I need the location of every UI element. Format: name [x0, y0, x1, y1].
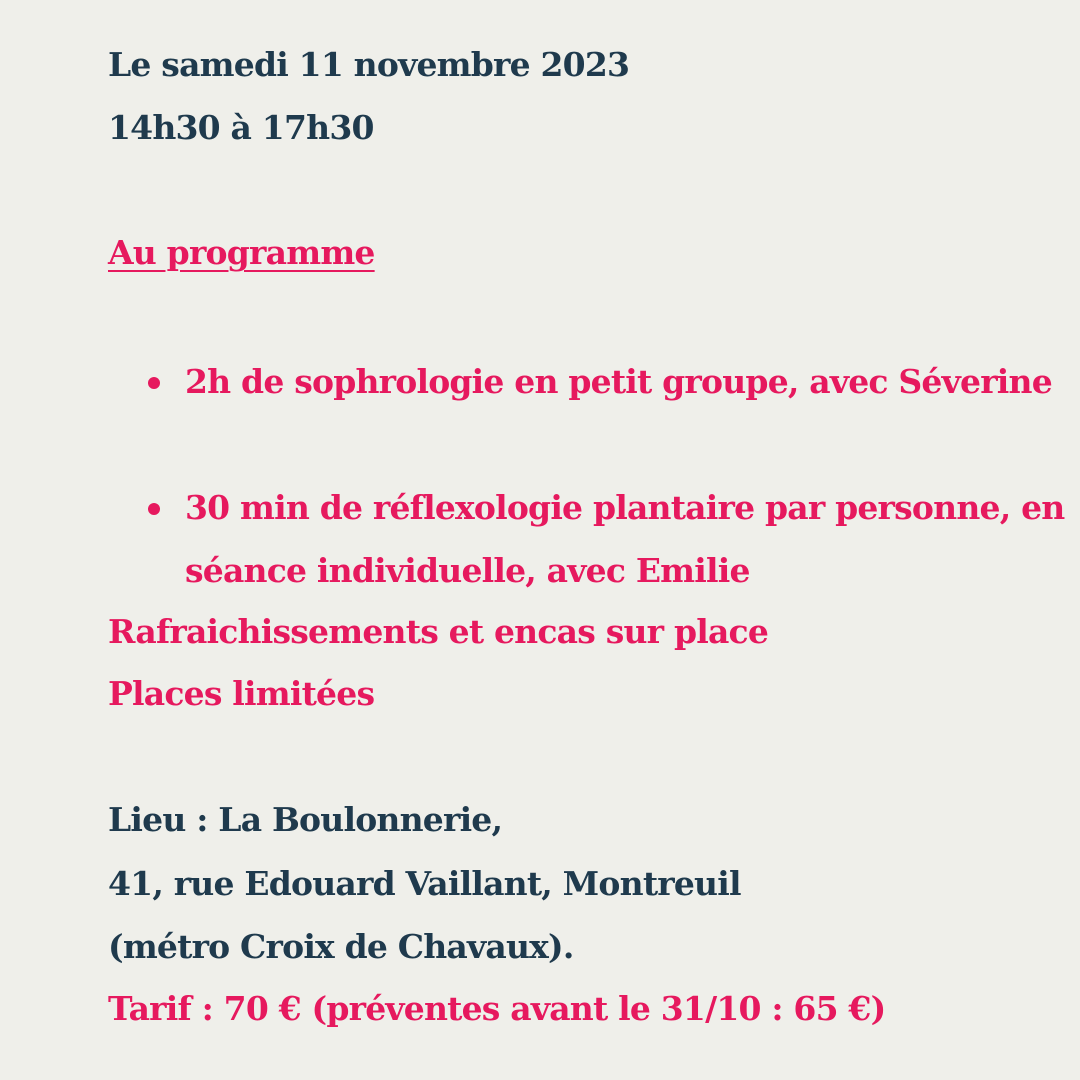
program-item-text: 30 min de réflexologie plantaire par personne, en séance individuelle, avec Emilie	[185, 488, 1065, 590]
price-info: Tarif : 70 € (préventes avant le 31/10 : 65 €)	[108, 989, 886, 1028]
event-date: Le samedi 11 novembre 2023	[108, 45, 630, 84]
program-title: Au programme	[108, 233, 375, 272]
refreshments-note: Rafraichissements et encas sur place	[108, 612, 769, 651]
bullet-icon	[148, 503, 160, 515]
location-metro: (métro Croix de Chavaux).	[108, 927, 574, 966]
location-address: 41, rue Edouard Vaillant, Montreuil	[108, 864, 741, 903]
location-name: Lieu : La Boulonnerie,	[108, 800, 503, 839]
program-item-text: 2h de sophrologie en petit groupe, avec Séverine	[185, 362, 1052, 401]
event-time: 14h30 à 17h30	[108, 108, 374, 147]
bullet-icon	[148, 377, 160, 389]
limited-places-note: Places limitées	[108, 674, 375, 713]
